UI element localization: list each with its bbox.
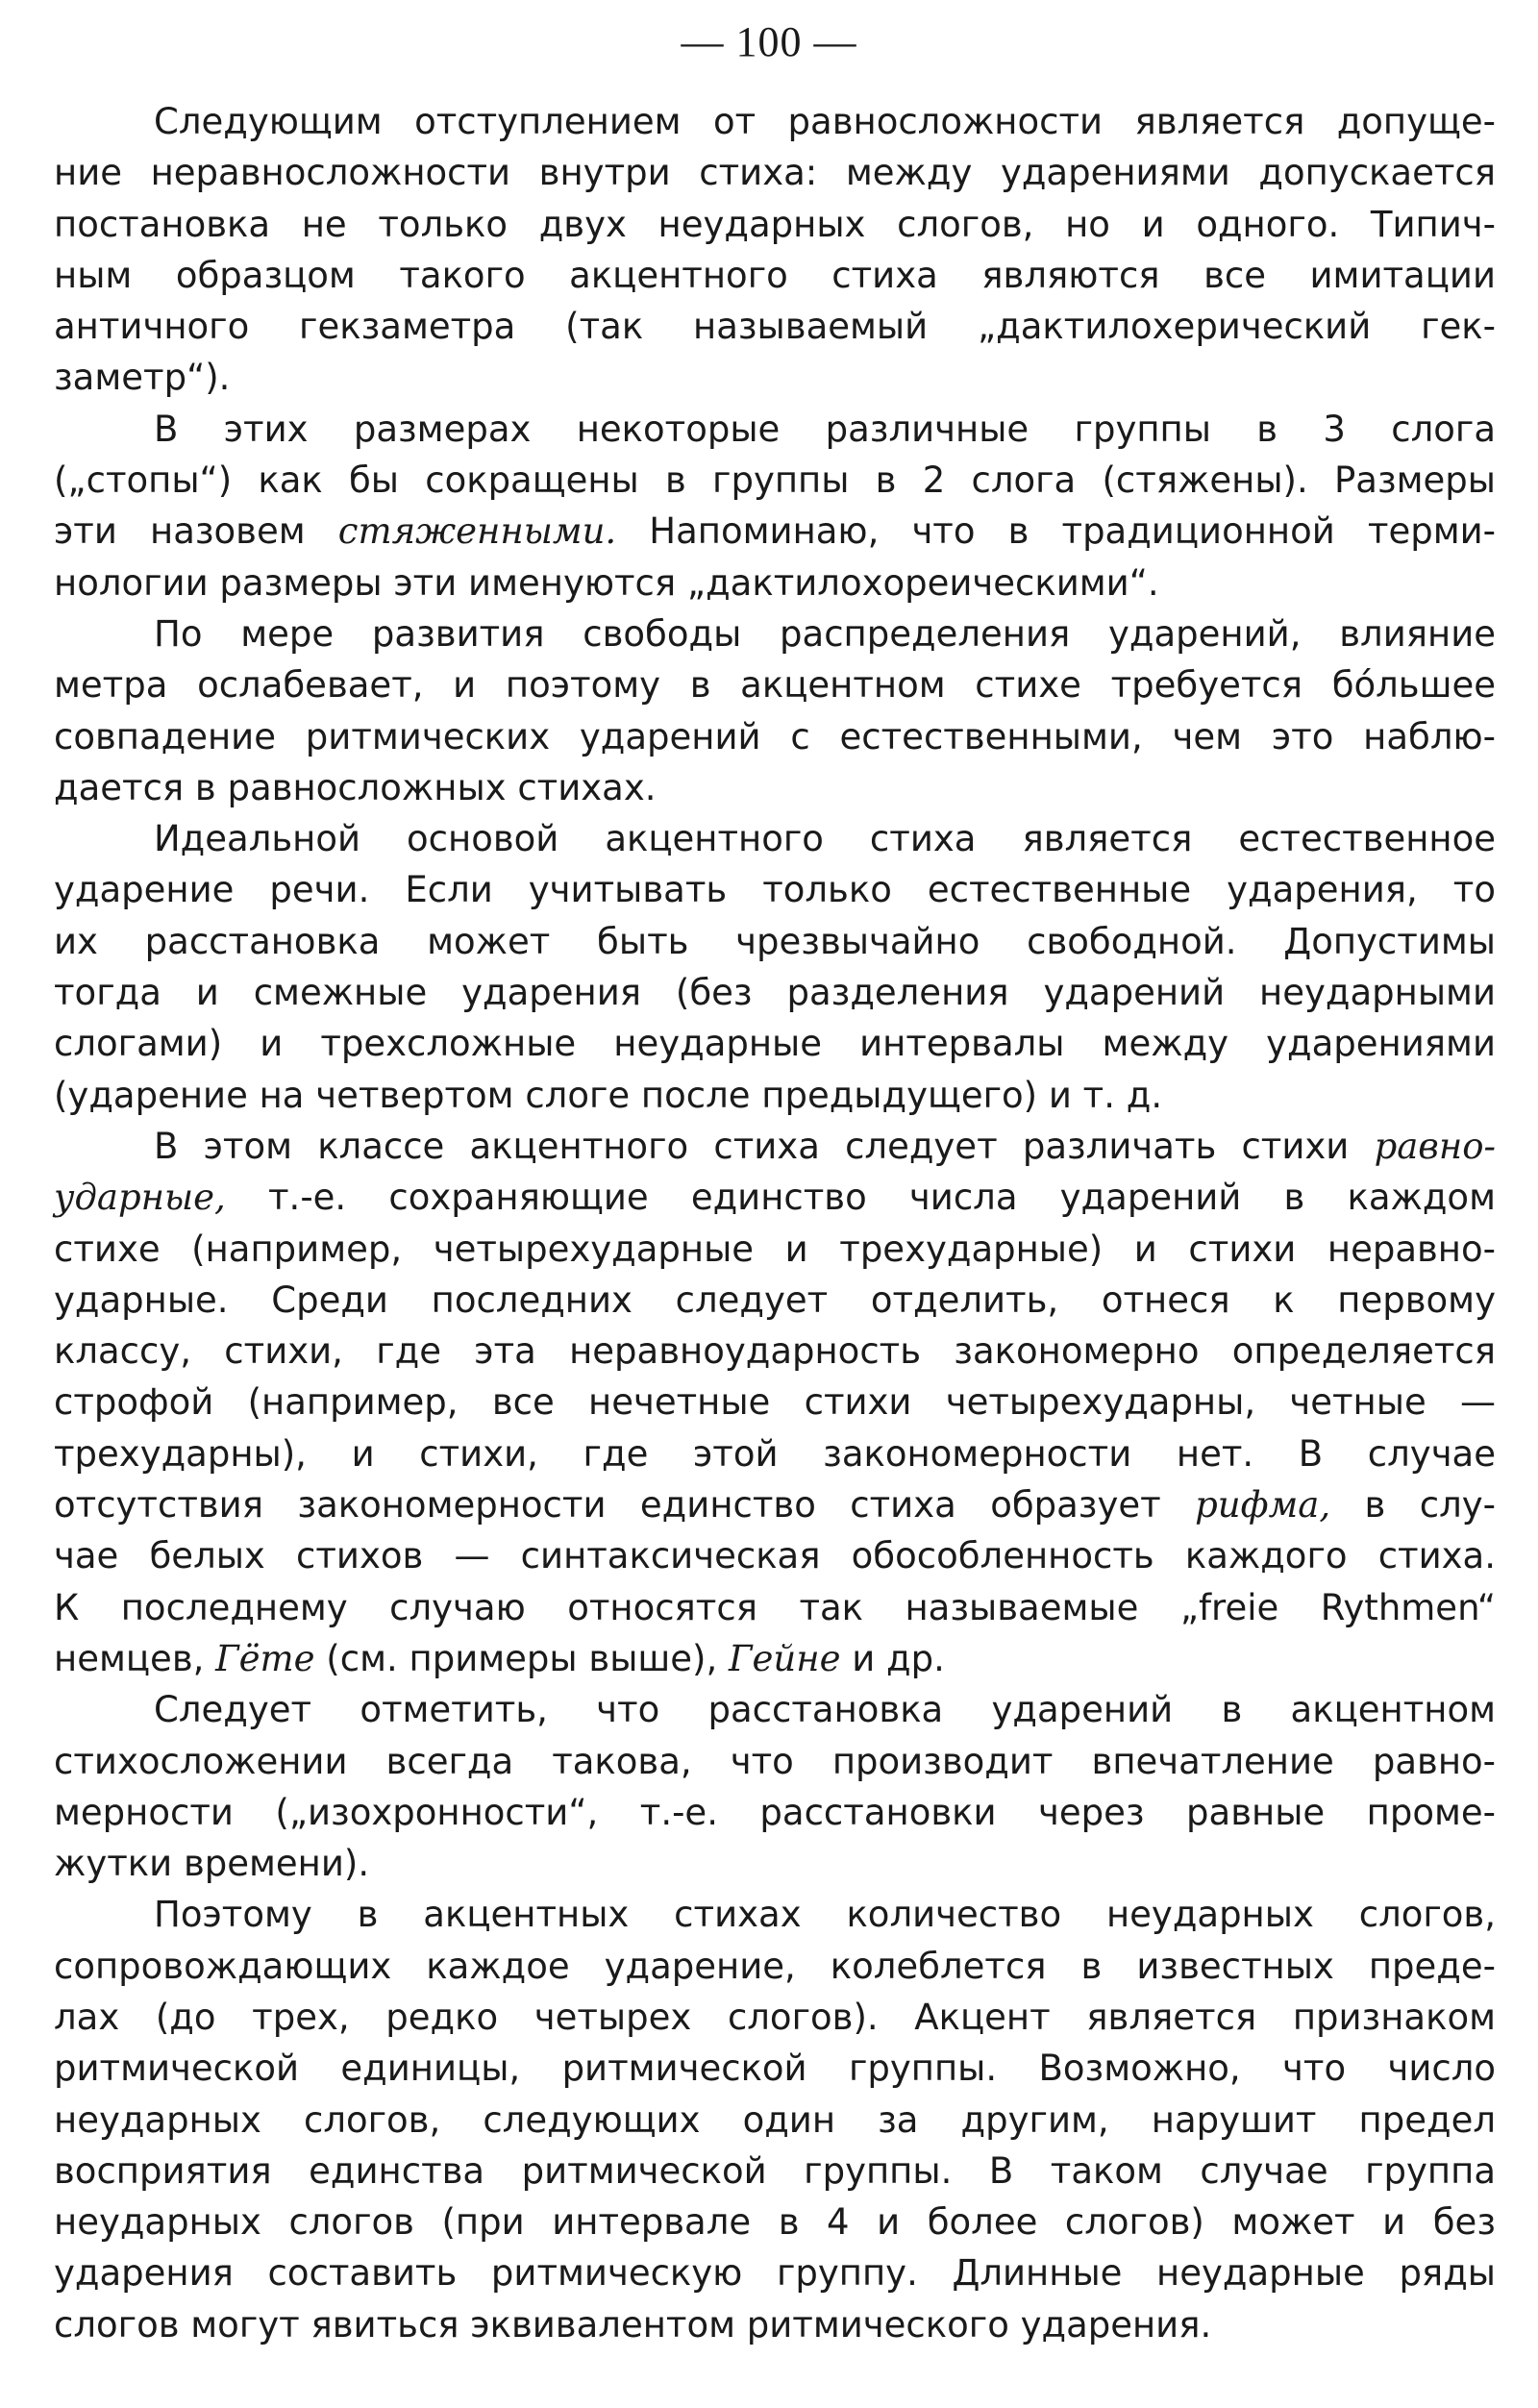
paragraph (54, 1684, 1496, 1889)
text-line: (ударение на четвертом слоге после предыдущего) и т. д. (54, 1074, 1163, 1116)
text-line: отсутствия закономерности единство стиха образует рифма, в слу- (54, 1484, 1496, 1527)
italic-term: Гейне (728, 1637, 841, 1679)
text-line: Следует отметить, что расстановка ударений в акцентном (154, 1689, 1496, 1731)
paragraph (54, 96, 1496, 404)
text-line: ударения составить ритмическую группу. Длинные неударные ряды (54, 2252, 1496, 2295)
text-line: („стопы“) как бы сокращены в группы в 2 слога (стяжены). Размеры (54, 459, 1496, 502)
text-line: их расстановка может быть чрезвычайно свободной. Допустимы (54, 920, 1496, 962)
paragraph (54, 608, 1496, 813)
text-line: античного гекзаметра (так называемый „дактилохерический гек- (54, 306, 1496, 348)
text-line: неударных слогов (при интервале в 4 и более слогов) может и без (54, 2201, 1496, 2244)
text-line: дается в равносложных стихах. (54, 766, 657, 808)
text-line: По мере развития свободы распределения ударений, влияние (154, 612, 1496, 655)
text-line: восприятия единства ритмической группы. В таком случае группа (54, 2149, 1496, 2192)
text-line: неударных слогов, следующих один за другим, нарушит предел (54, 2098, 1496, 2141)
text-line: стихосложении всегда такова, что производит впечатление равно- (54, 1740, 1496, 1782)
paragraph (54, 1889, 1496, 2350)
paragraph (54, 404, 1496, 608)
italic-term: Гёте (215, 1637, 315, 1679)
text-line: сопровождающих каждое ударение, колеблется в известных преде- (54, 1945, 1496, 1987)
text-line: ным образцом такого акцентного стиха являются все имитации (54, 254, 1496, 296)
text-line: классу, стихи, где эта неравноударность закономерно определяется (54, 1330, 1496, 1373)
text-line: Идеальной основой акцентного стиха является естественное (154, 818, 1496, 860)
text-line: постановка не только двух неударных слогов, но и одного. Типич- (54, 203, 1496, 245)
paragraph (54, 1121, 1496, 1684)
text-line: нологии размеры эти именуются „дактилохореическими“. (54, 561, 1159, 604)
text-line: немцев, Гёте (см. примеры выше), Гейне и др. (54, 1637, 945, 1679)
text-line: ударные, т.-е. сохраняющие единство числа ударений в каждом (54, 1177, 1496, 1219)
text-line: слогов могут явиться эквивалентом ритмического ударения. (54, 2303, 1212, 2346)
text-line: В этих размерах некоторые различные группы в 3 слога (154, 408, 1496, 450)
body-text (54, 96, 1496, 2350)
italic-term: рифма, (1195, 1484, 1331, 1527)
italic-term: стяженными. (337, 510, 617, 553)
text-line: совпадение ритмических ударений с естественными, чем это наблю- (54, 715, 1496, 757)
text-line: стихе (например, четырехударные и трехударные) и стихи неравно- (54, 1228, 1496, 1270)
text-line: трехударны), и стихи, где этой закономерности нет. В случае (54, 1432, 1496, 1475)
text-line: Следующим отступлением от равносложности является допуще- (154, 101, 1496, 142)
text-line: В этом классе акцентного стиха следует различать стихи равно- (154, 1125, 1496, 1167)
text-line: ударение речи. Если учитывать только естественные ударения, то (54, 869, 1496, 911)
text-line: К последнему случаю относятся так называемые „freie Rythmen“ (54, 1586, 1496, 1628)
italic-term: равно- (1374, 1125, 1496, 1167)
text-line: ритмической единицы, ритмической группы. Возможно, что число (54, 2048, 1496, 2090)
page-number: — 100 — (681, 18, 857, 65)
text-line: мерности („изохронности“, т.-е. расстановки через равные проме- (54, 1791, 1496, 1833)
text-line: ударные. Среди последних следует отделить, отнеся к первому (54, 1278, 1496, 1321)
text-line: жутки времени). (54, 1843, 370, 1885)
text-line: чае белых стихов — синтаксическая обособленность каждого стиха. (54, 1535, 1496, 1577)
text-line: строфой (например, все нечетные стихи четырехударны, четные — (54, 1381, 1496, 1424)
text-line: слогами) и трехсложные неударные интервалы между ударениями (54, 1023, 1496, 1065)
text-line: лах (до трех, редко четырех слогов). Акцент является признаком (54, 1996, 1496, 2038)
text-line: ние неравносложности внутри стиха: между ударениями допускается (54, 152, 1496, 194)
italic-term: ударные, (54, 1177, 226, 1219)
text-line: эти назовем стяженными. Напоминаю, что в традиционной терми- (54, 510, 1497, 553)
paragraph (54, 813, 1496, 1121)
text-line: Поэтому в акцентных стихах количество неударных слогов, (154, 1894, 1496, 1936)
text-line: метра ослабевает, и поэтому в акцентном стихе требуется бóльшее (54, 664, 1496, 707)
text-line: заметр“). (54, 357, 231, 399)
text-line: тогда и смежные ударения (без разделения ударений неударными (54, 972, 1496, 1014)
